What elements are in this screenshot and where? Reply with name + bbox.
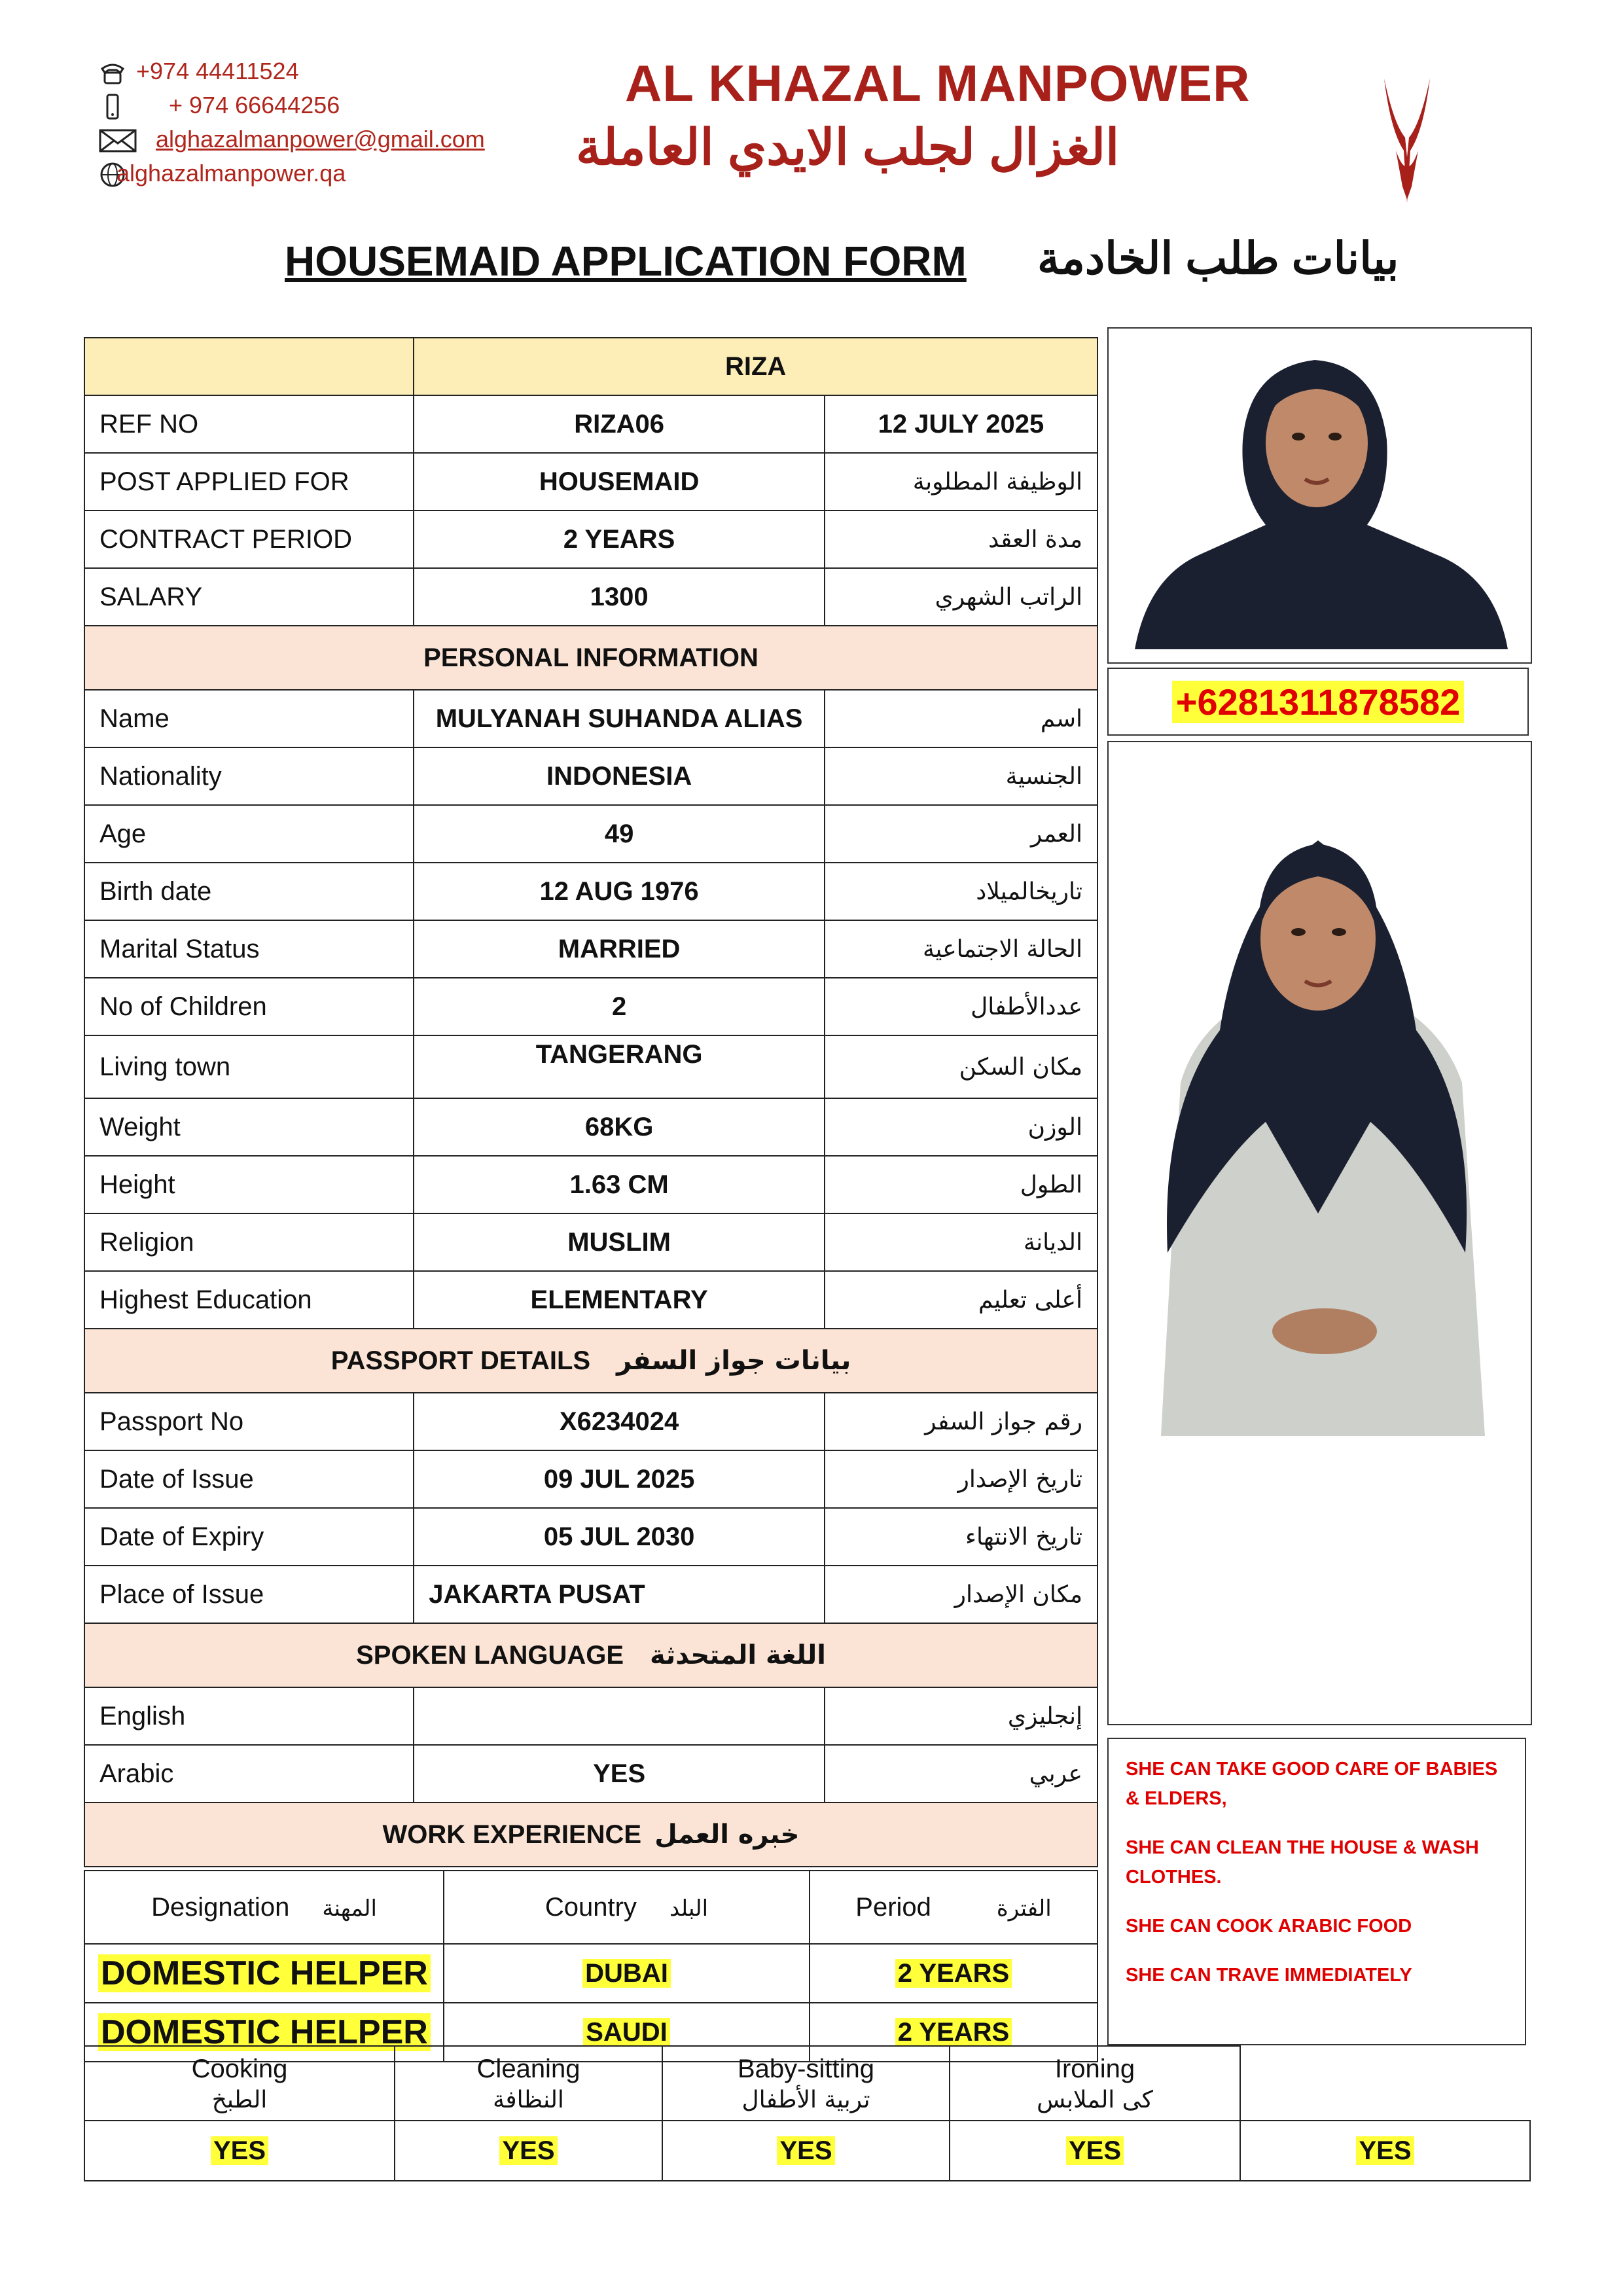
table-row: SALARY 1300 الراتب الشهري <box>84 568 1097 626</box>
table-row: Nationality INDONESIA الجنسية <box>84 747 1097 805</box>
mobile-phone-icon <box>98 94 127 120</box>
application-table <box>84 337 1098 1867</box>
telephone-icon <box>98 60 127 86</box>
table-row: English إنجليزي <box>84 1687 1097 1745</box>
header-website[interactable]: alghazalmanpower.qa <box>98 160 346 188</box>
table-row: Date of Expiry 05 JUL 2030 تاريخ الانتهاء <box>84 1508 1097 1566</box>
table-row: No of Children 2 عددالأطفال <box>84 978 1097 1035</box>
section-header-passport: PASSPORT DETAILS بيانات جواز السفر <box>84 1329 1097 1393</box>
header-email[interactable]: alghazalmanpower@gmail.com <box>98 126 485 154</box>
note-item: SHE CAN COOK ARABIC FOOD <box>1126 1915 1412 1937</box>
table-row: CONTRACT PERIOD 2 YEARS مدة العقد <box>84 511 1097 568</box>
full-body-photo-image <box>1109 742 1531 1724</box>
table-row: Age 49 العمر <box>84 805 1097 863</box>
table-row: Weight 68KG الوزن <box>84 1098 1097 1156</box>
envelope-icon <box>98 128 127 154</box>
section-header-personal: PERSONAL INFORMATION <box>84 626 1097 690</box>
form-title-ar: بيانات طلب الخادمة <box>1037 234 1399 283</box>
table-row: REF NO RIZA06 12 JULY 2025 <box>84 395 1097 453</box>
header-phone1: +974 44411524 <box>98 58 299 86</box>
ref-no-value: RIZA06 <box>414 395 825 453</box>
candidate-notes <box>1107 1738 1526 2045</box>
brand-name-ar: الغزال لجلب الايدي العاملة <box>576 120 1120 175</box>
table-header-row: Cooking الطبخ Cleaning النظافة Baby-sitting تربية الأطفال Ironing كى الملابس <box>84 2046 1530 2121</box>
table-row: Passport No X6234024 رقم جواز السفر <box>84 1393 1097 1450</box>
table-row: Religion MUSLIM الديانة <box>84 1213 1097 1271</box>
table-row: Height 1.63 CM الطول <box>84 1156 1097 1213</box>
gazelle-logo-icon <box>1371 72 1443 203</box>
table-row: Date of Issue 09 JUL 2025 تاريخ الإصدار <box>84 1450 1097 1508</box>
form-title: HOUSEMAID APPLICATION FORM <box>285 238 967 285</box>
table-header-row: Designation المهنة Country البلد Period الفترة <box>84 1871 1097 1944</box>
table-row: DOMESTIC HELPER SAUDI 2 YEARS <box>84 2003 1097 2062</box>
section-header-work: WORK EXPERIENCE خبره العمل <box>84 1803 1097 1867</box>
table-row: YES YES YES YES YES <box>84 2121 1530 2181</box>
contact-phone-box <box>1107 668 1529 736</box>
table-row: Name MULYANAH SUHANDA ALIAS اسم <box>84 690 1097 747</box>
brand-name-en: AL KHAZAL MANPOWER <box>625 54 1251 112</box>
table-row: DOMESTIC HELPER DUBAI 2 YEARS <box>84 1944 1097 2003</box>
note-item: SHE CAN TRAVE IMMEDIATELY <box>1126 1964 1412 1986</box>
table-row: Living town TANGERANG مكان السكن <box>84 1035 1097 1098</box>
portrait-photo-image <box>1109 329 1531 662</box>
table-row: Birth date 12 AUG 1976 تاريخالميلاد <box>84 863 1097 920</box>
candidate-code: RIZA <box>414 338 1097 395</box>
table-row: Place of Issue JAKARTA PUSAT مكان الإصدار <box>84 1566 1097 1623</box>
full-body-photo <box>1107 741 1532 1725</box>
table-row: Highest Education ELEMENTARY أعلى تعليم <box>84 1271 1097 1329</box>
portrait-photo <box>1107 327 1532 664</box>
section-header-languages: SPOKEN LANGUAGE اللغة المتحدثة <box>84 1623 1097 1687</box>
contact-phone[interactable]: +6281311878582 <box>1172 681 1465 723</box>
header-phone2: + 974 66644256 <box>98 92 340 120</box>
table-row: Arabic YES عربي <box>84 1745 1097 1803</box>
table-row: Marital Status MARRIED الحالة الاجتماعية <box>84 920 1097 978</box>
ref-date: 12 JULY 2025 <box>825 395 1097 453</box>
work-experience-table <box>84 1870 1098 2062</box>
note-item: SHE CAN CLEAN THE HOUSE & WASH CLOTHES. <box>1126 1837 1479 1888</box>
table-row: POST APPLIED FOR HOUSEMAID الوظيفة المطلوبة <box>84 453 1097 511</box>
skills-table <box>84 2045 1531 2181</box>
note-item: SHE CAN TAKE GOOD CARE OF BABIES & ELDERS, <box>1126 1759 1498 1809</box>
empty-cell <box>84 338 414 395</box>
